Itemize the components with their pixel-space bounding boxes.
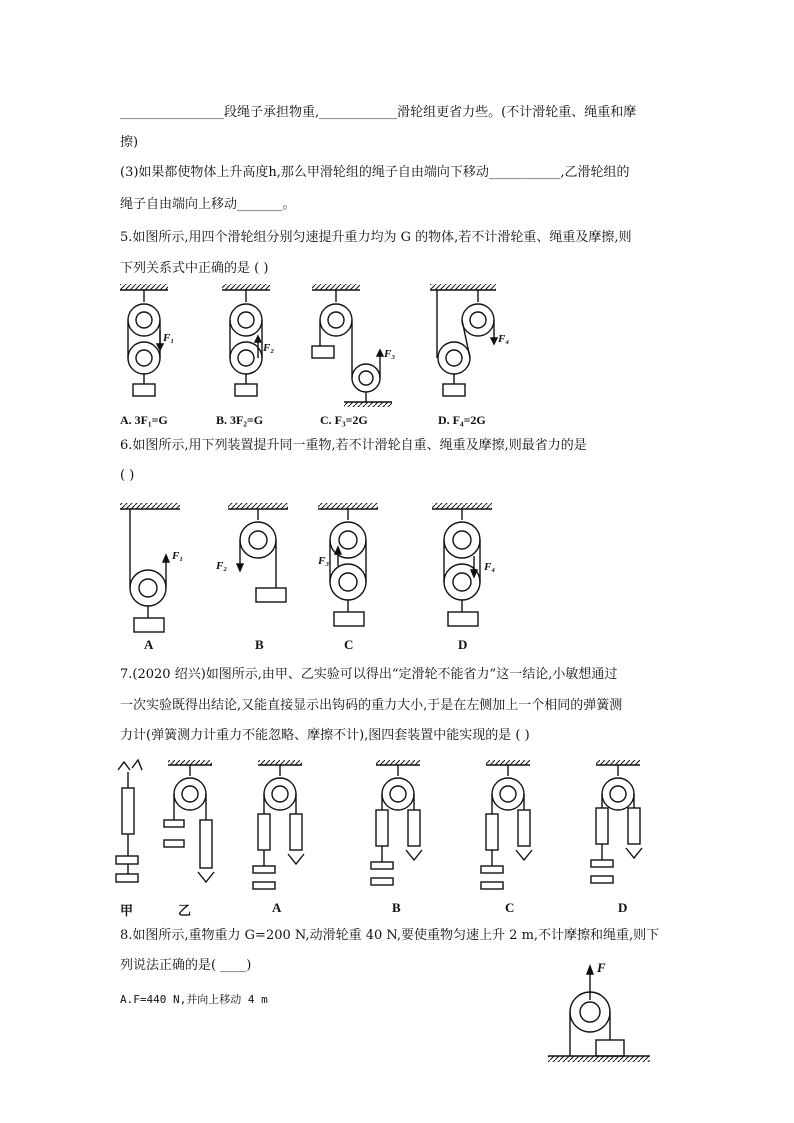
q6-force-f3: F₃ — [318, 555, 330, 567]
q6-label-c: C — [344, 637, 354, 652]
q7-line-3: 力计(弹簧测力计重力不能忽略、摩擦不计),图四套装置中能实现的是 ( ) — [120, 728, 530, 743]
q6-force-f4: F₄ — [484, 561, 496, 573]
q5-line-1: 5.如图所示,用四个滑轮组分别匀速提升重力均为 G 的物体,若不计滑轮重、绳重及摩擦,则 — [120, 230, 632, 245]
q6-label-b: B — [255, 637, 264, 652]
q8-option-a: A.F=440 N,并向上移动 4 m — [120, 993, 268, 1006]
q8-line-1: 8.如图所示,重物重力 G=200 N,动滑轮重 40 N,要使重物匀速上升 2 m,不计摩擦和绳重,则下 — [120, 928, 660, 943]
q5-force-f1: F₁ — [163, 332, 175, 344]
q6-line-1: 6.如图所示,用下列装置提升同一重物,若不计滑轮自重、绳重及摩擦,则最省力的是 — [120, 438, 587, 453]
q7-label-jia: 甲 — [120, 903, 134, 918]
q7-figure-a — [253, 760, 304, 889]
q6-figure-b — [228, 503, 288, 602]
q5-line-2: 下列关系式中正确的是 ( ) — [120, 261, 269, 276]
q7-figure-jia — [116, 760, 142, 882]
q7-figure-yi — [164, 760, 214, 882]
q8-line-2: 列说法正确的是( ____) — [120, 958, 252, 973]
q7-label-d: D — [618, 900, 628, 915]
q5-option-a: A. 3F₁=G — [120, 413, 168, 427]
q5-figure-c — [312, 284, 392, 407]
q6-force-f1: F₁ — [172, 550, 184, 562]
q5-option-b: B. 3F₂=G — [216, 413, 264, 427]
q7-label-a: A — [272, 900, 282, 915]
q6-figure-d — [432, 503, 492, 626]
q6-force-f2: F₂ — [216, 560, 228, 572]
q7-label-c: C — [505, 900, 515, 915]
q4-line-3: (3)如果都使物体上升高度h,那么甲滑轮组的绳子自由端向下移动___________,乙滑轮组的 — [120, 165, 630, 180]
q6-figure-a — [120, 503, 180, 632]
q5-force-f3: F₃ — [384, 348, 396, 360]
q4-line-2: 擦) — [120, 135, 139, 150]
q5-figure-b — [222, 284, 270, 396]
q4-line-4: 绳子自由端向上移动_______。 — [120, 197, 296, 212]
q8-figure — [548, 966, 650, 1062]
q7-figure-c — [481, 760, 532, 889]
q5-figure-d — [430, 284, 497, 396]
q6-label-d: D — [458, 637, 468, 652]
q5-option-c: C. F₃=2G — [320, 413, 368, 427]
q5-option-d: D. F₄=2G — [438, 413, 486, 427]
q5-force-f4: F₄ — [498, 333, 510, 345]
q6-line-2: ( ) — [120, 468, 135, 483]
q7-label-yi: 乙 — [178, 903, 192, 918]
q7-figure-b — [371, 760, 422, 885]
q8-force-f: F — [597, 960, 606, 975]
q7-figure-d — [591, 760, 642, 883]
q7-line-2: 一次实验既得出结论,又能直接显示出钩码的重力大小,于是在左侧加上一个相同的弹簧测 — [120, 698, 623, 713]
q7-line-1: 7.(2020 绍兴)如图所示,由甲、乙实验可以得出“定滑轮不能省力”这一结论,小敏想通过 — [120, 667, 618, 682]
q6-label-a: A — [144, 637, 154, 652]
q5-figure-a — [120, 284, 168, 396]
q4-line-1: ________________段绳子承担物重,____________滑轮组更省力些。(不计滑轮重、绳重和摩 — [120, 105, 637, 120]
q7-label-b: B — [392, 900, 401, 915]
q5-force-f2: F₂ — [263, 342, 275, 354]
